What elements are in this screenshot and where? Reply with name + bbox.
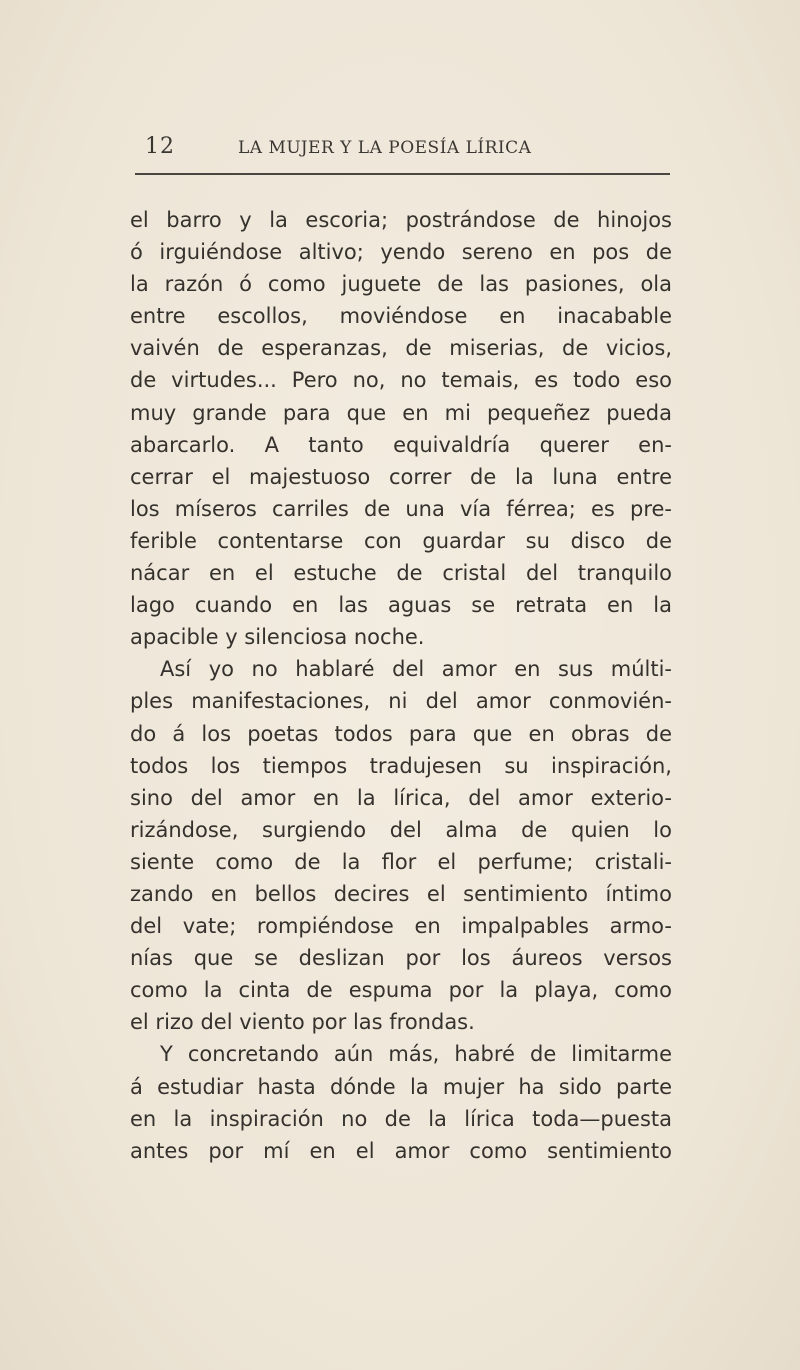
page-header: [135, 132, 670, 166]
text-line: á estudiar hasta dónde la mujer ha sido parte: [130, 1074, 672, 1099]
text-line: ples manifestaciones, ni del amor conmovién-: [130, 689, 672, 714]
text-line: ó irguiéndose altivo; yendo sereno en pos de: [130, 240, 672, 265]
text-line: de virtudes... Pero no, no temais, es todo eso: [130, 368, 672, 393]
text-line: vaivén de esperanzas, de miserias, de vicios,: [130, 336, 672, 361]
text-line: como la cinta de espuma por la playa, como: [130, 978, 672, 1003]
text-line: lago cuando en las aguas se retrata en la: [130, 593, 672, 618]
text-line: los míseros carriles de una vía férrea; es pre-: [130, 496, 672, 521]
text-line: antes por mí en el amor como sentimiento: [130, 1138, 672, 1163]
text-line: el rizo del viento por las frondas.: [130, 1010, 475, 1035]
text-line: nácar en el estuche de cristal del tranquilo: [130, 561, 672, 586]
text-line: ferible contentarse con guardar su disco de: [130, 528, 672, 553]
text-line: cerrar el majestuoso correr de la luna entre: [130, 464, 672, 489]
text-line: siente como de la flor el perfume; cristali-: [130, 849, 672, 874]
text-line: Así yo no hablaré del amor en sus múlti-: [160, 657, 672, 682]
text-line: nías que se deslizan por los áureos versos: [130, 946, 672, 971]
text-line: la razón ó como juguete de las pasiones, ola: [130, 272, 672, 297]
text-line: rizándose, surgiendo del alma de quien lo: [130, 817, 672, 842]
text-line: apacible y silenciosa noche.: [130, 625, 425, 650]
text-line: en la inspiración no de la lírica toda—puesta: [130, 1106, 672, 1131]
text-line: entre escollos, moviéndose en inacabable: [130, 304, 672, 329]
text-line: zando en bellos decires el sentimiento íntimo: [130, 881, 672, 906]
text-line: del vate; rompiéndose en impalpables armo-: [130, 914, 672, 939]
text-line: muy grande para que en mi pequeñez pueda: [130, 400, 672, 425]
text-line: Y concretando aún más, habré de limitarme: [160, 1042, 672, 1067]
header-rule: [135, 173, 670, 175]
text-line: abarcarlo. A tanto equivaldría querer en-: [130, 432, 672, 457]
text-line: sino del amor en la lírica, del amor exterio-: [130, 785, 672, 810]
page-number: 12: [145, 134, 175, 159]
body-text: [130, 204, 672, 1167]
text-line: do á los poetas todos para que en obras de: [130, 721, 672, 746]
text-line: el barro y la escoria; postrándose de hinojos: [130, 208, 672, 232]
running-title: LA MUJER Y LA POESÍA LÍRICA: [238, 138, 532, 158]
text-line: todos los tiempos tradujesen su inspiración,: [130, 753, 672, 778]
